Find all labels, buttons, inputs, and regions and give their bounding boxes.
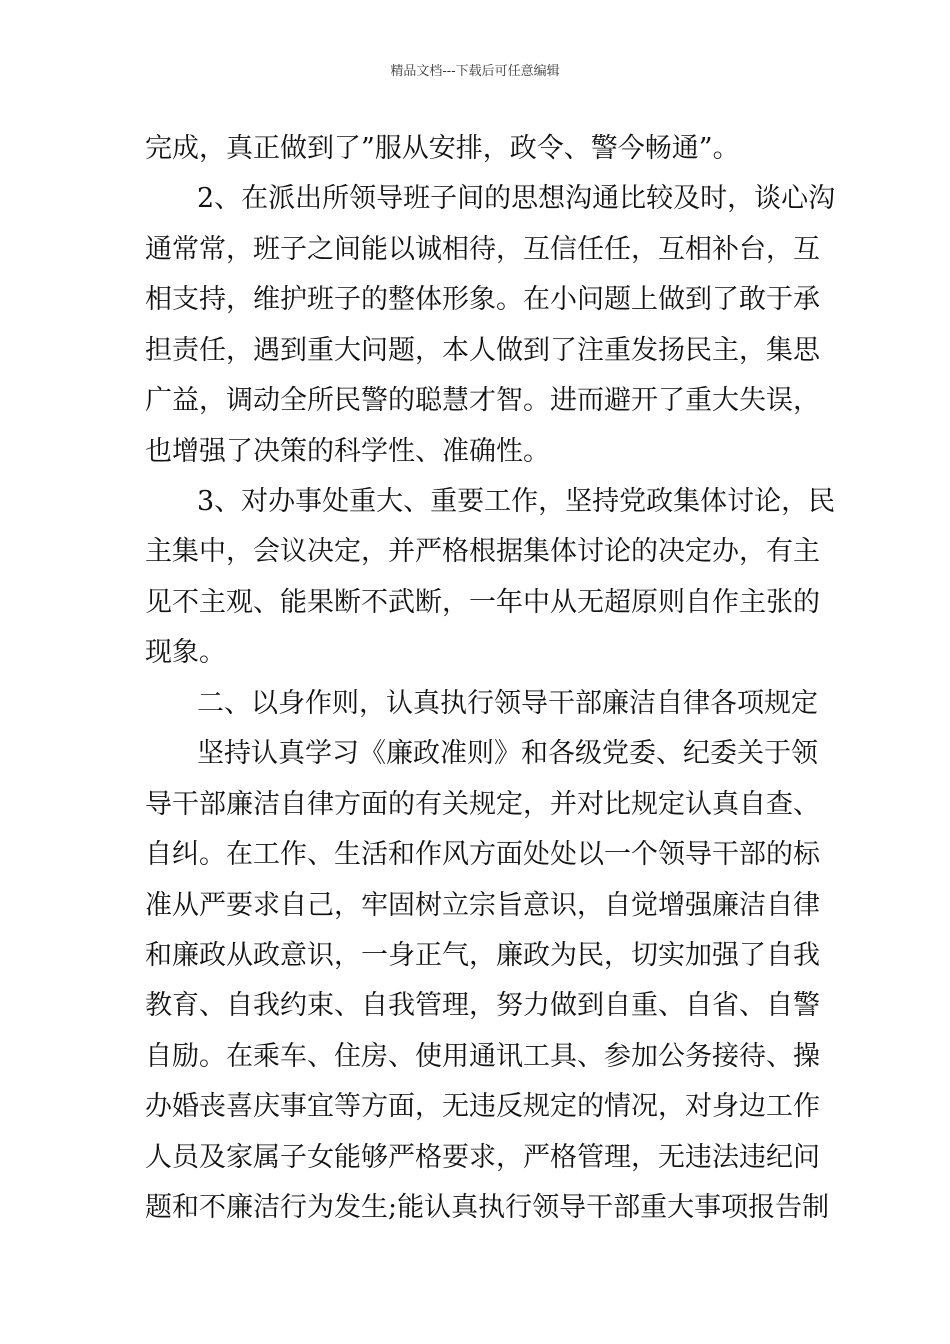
text-line: 自纠。在工作、生活和作风方面处处以一个领导干部的标 — [145, 839, 820, 870]
text-line: 也增强了决策的科学性、准确性。 — [145, 436, 550, 467]
text-line: 3、对办事处重大、重要工作，坚持党政集体讨论，民 — [197, 486, 836, 517]
text-line: 相支持，维护班子的整体形象。在小问题上做到了敢于承 — [145, 284, 820, 315]
section-heading: 二、以身作则，认真执行领导干部廉洁自律各项规定 — [197, 688, 818, 719]
text-line: 担责任，遇到重大问题，本人做到了注重发扬民主，集思 — [145, 335, 820, 366]
text-line: 现象。 — [145, 637, 226, 668]
text-line: 教育、自我约束、自我管理，努力做到自重、自省、自警 — [145, 990, 820, 1021]
text-line: 广益，调动全所民警的聪慧才智。进而避开了重大失误， — [145, 385, 820, 416]
text-line: 主集中，会议决定，并严格根据集体讨论的决定办，有主 — [145, 536, 820, 567]
text-line: 见不主观、能果断不武断，一年中从无超原则自作主张的 — [145, 587, 820, 618]
text-line: 2、在派出所领导班子间的思想沟通比较及时，谈心沟 — [197, 183, 836, 214]
text-line: 准从严要求自己，牢固树立宗旨意识，自觉增强廉洁自律 — [145, 890, 820, 921]
text-line: 人员及家属子女能够严格要求，严格管理，无违法违纪问 — [145, 1142, 820, 1173]
text-line: 办婚丧喜庆事宜等方面，无违反规定的情况，对身边工作 — [145, 1091, 820, 1122]
text-line: 坚持认真学习《廉政准则》和各级党委、纪委关于领 — [197, 738, 818, 769]
text-line: 通常常，班子之间能以诚相待，互信任任，互相补台，互 — [145, 234, 820, 265]
text-line: 题和不廉洁行为发生;能认真执行领导干部重大事项报告制 — [145, 1192, 830, 1223]
text-line: 和廉政从政意识，一身正气，廉政为民，切实加强了自我 — [145, 940, 820, 971]
text-line: 导干部廉洁自律方面的有关规定，并对比规定认真自查、 — [145, 789, 820, 820]
page-header: 精品文档---下载后可任意编辑 — [390, 64, 560, 79]
text-line: 完成，真正做到了”服从安排，政令、警今畅通”。 — [145, 133, 740, 164]
text-line: 自励。在乘车、住房、使用通讯工具、参加公务接待、操 — [145, 1041, 820, 1072]
